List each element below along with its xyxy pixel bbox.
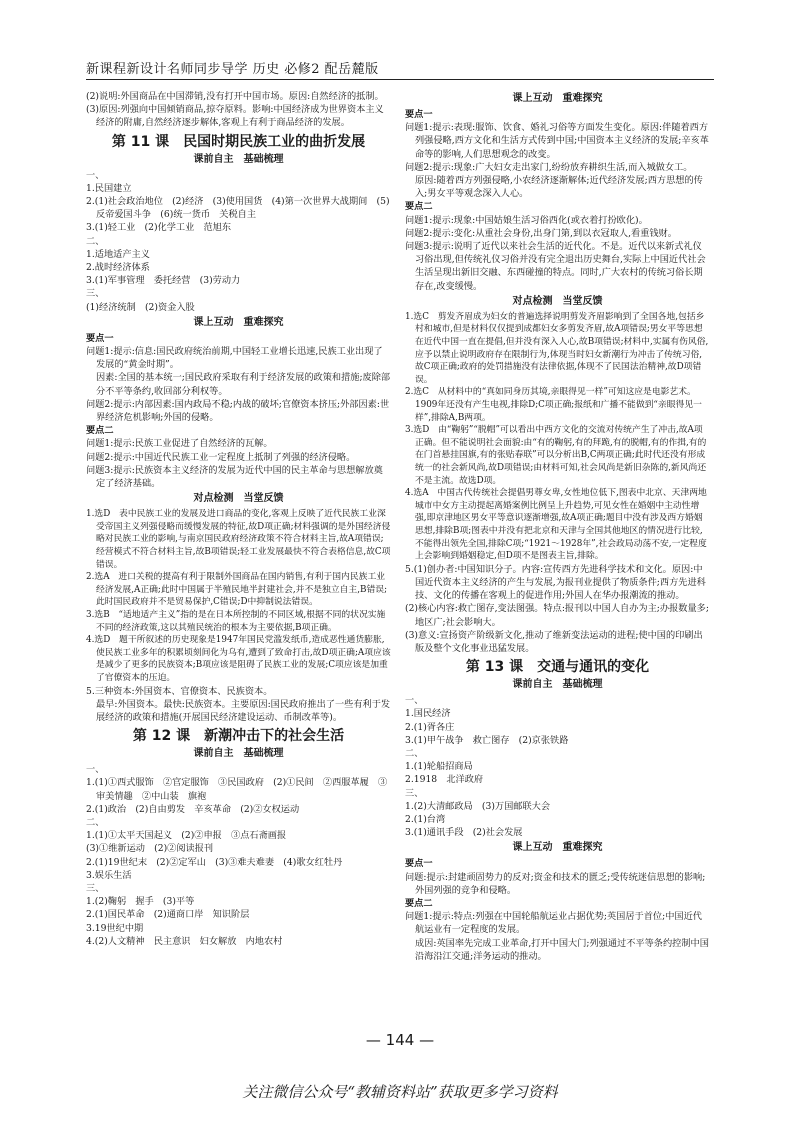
basics-line: 3.(1)军事管理 委托经营 (3)劳动力	[86, 275, 241, 287]
basics-line: 1.适地适产主义	[86, 248, 150, 260]
basics-line: 2.(1)社会政治地位 (2)经济 (3)使用国货 (4)第一次世界大战期间 (5)反帝爱国斗争 (6)统一货币 关税自主	[86, 196, 390, 221]
basics-line: 一、	[86, 764, 105, 776]
basics-line: 二、	[86, 817, 105, 829]
footer-note: 关注微信公众号“教辅资料站”获取更多学习资料	[242, 1083, 558, 1101]
basics-line: (3)①维新运动 (2)②阅读报刊	[86, 843, 214, 855]
mcq-answer: 2.选C 从材料中的“真如同身历其境,亲眼得见一样”可知这应是电影艺术。1909年还没有产生电视,排除D;C项正确;报纸和广播不能做到“亲眼得见一样”,排除A,B两项。	[405, 387, 702, 423]
basics-line: 3.(1)甲午战争 救亡图存 (2)京张铁路	[405, 734, 569, 746]
basics-line: 二、	[405, 747, 424, 759]
lesson-12-title: 第 12 课 新潮冲击下的社会生活	[132, 728, 345, 745]
section-heading-class: 课上互动 重难探究	[193, 316, 284, 328]
mcq-answer: 4.选D 题干所叙述的历史现象是1947年国民党滥发纸币,造成恶性通货膨胀,使民族工业多年的积累顷刻间化为乌有,遭到了致命打击,故D项正确;A项应该是减少了更多的民族资本;B项应该是阻碍了民族工业的发展;C项应该是加重了官僚资本的压迫。	[86, 635, 391, 683]
answer-paragraph: 问题1:提示:表现:服饰、饮食、婚礼习俗等方面发生变化。原因:伴随着西方列强侵略,西方文化和生活方式传到中国;中国资本主义经济的发展;辛亥革命等的影响,人们思想观念的改变。	[405, 122, 709, 160]
basics-line: 1.(2)大清邮政局 (3)万国邮联大会	[405, 800, 551, 812]
basics-line: 3.娱乐生活	[86, 869, 132, 881]
basics-line: 一、	[405, 695, 424, 707]
mcq-answer: 1.选D 表中民族工业的发展及进口商品的变化,客观上反映了近代民族工业深受帝国主义列强侵略而缓慢发展的特征,故D项正确;材料强调的是外国经济侵略对民族工业的影响,与南京国民政府经济政策不符合材料主旨,故A项错误;经营模式不符合材料主旨,故B项错误;轻工业发展最快不符合表格信息,故C项错误。	[86, 509, 391, 570]
point-heading: 要点二	[405, 201, 433, 213]
answer-paragraph: 问题1:提示:特点:列强在中国轮船航运业占据优势;英国居于首位;中国近代航运业有一定程度的发展。	[405, 911, 702, 936]
section-heading-pre: 课前自主 基础梳理	[193, 153, 284, 165]
answer-paragraph: 成因:英国率先完成工业革命,打开中国大门;列强通过不平等条约控制中国沿海沿江交通;洋务运动的推动。	[415, 937, 709, 962]
basics-line: 1.国民经济	[405, 708, 451, 720]
basics-line: (1)经济统制 (2)资金入股	[86, 301, 195, 313]
section-heading-class: 课上互动 重难探究	[512, 842, 603, 854]
mcq-answer: 3.选B “适地适产主义”指的是在日本所控制的不同区域,根据不同的状况实施不同的经济政策,这以其殖民统治的根本为主要依据,B项正确。	[86, 610, 386, 633]
basics-line: 2.战时经济体系	[86, 262, 150, 274]
section-heading-check: 对点检测 当堂反馈	[512, 295, 603, 307]
basics-line: 3.(1)轻工业 (2)化学工业 范旭东	[86, 222, 232, 234]
basics-line: 一、	[86, 169, 105, 181]
basics-line: 三、	[86, 288, 105, 300]
basics-line: 1.(1)轮船招商局	[405, 761, 473, 773]
answer-paragraph: 5.三种资本:外国资本、官僚资本、民族资本。	[86, 685, 273, 697]
running-header: 新课程新设计名师同步导学 历史 必修2 配岳麓版	[86, 62, 379, 77]
basics-line: 1.民国建立	[86, 182, 132, 194]
point-heading: 要点二	[405, 897, 433, 909]
basics-line: 2.(1)国民革命 (2)通商口岸 知识阶层	[86, 909, 250, 921]
basics-line: 2.(1)台湾	[405, 813, 446, 825]
section-heading-check: 对点检测 当堂反馈	[193, 493, 284, 505]
answer-paragraph: 问题2:提示:中国近代民族工业一定程度上抵制了列强的经济侵略。	[86, 451, 356, 463]
answer-paragraph: (3)意义:宣扬资产阶级新文化,推动了维新变法运动的进程;使中国的印刷出版及整个文化事业迅猛发展。	[405, 629, 703, 654]
answer-paragraph: 问题2:提示:内部因素:国内政局不稳;内战的破坏;官僚资本挤压;外部因素:世界经济危机影响;外国的侵略。	[86, 398, 390, 424]
basics-line: 3.19世纪中期	[86, 922, 144, 934]
section-heading-pre: 课前自主 基础梳理	[193, 748, 284, 760]
section-heading-class: 课上互动 重难探究	[512, 93, 603, 104]
answer-paragraph: 问题3:提示:民族资本主义经济的发展为近代中国的民主革命与思想解放奠定了经济基础。	[86, 464, 383, 490]
paragraph: (2)说明:外国商品在中国滞销,没有打开中国市场。原因:自然经济的抵制。	[86, 91, 384, 102]
point-heading: 要点二	[86, 425, 114, 437]
basics-line: 2.(1)19世纪末 (2)②定军山 (3)③难夫难妻 (4)歌女红牡丹	[86, 856, 343, 868]
mcq-answer: 3.选D 由“鞠躬”“脱帽”可以看出中西方文化的交流对传统产生了冲击,故A项正确。但不能说明社会面貌:由“有的鞠躬,有的拜跪,有的脱帽,有的作揖,有的在门首悬挂国旗,有的张贴春联”可以分析出B,C两项正确;此时代还没有形成统一的社会新风尚,故D项错误;由材料可知,社会风尚是新旧杂陈的,新风尚还不是主流。故选D项。	[405, 425, 707, 486]
page-number: — 144 —	[365, 1031, 435, 1049]
lesson-13-title: 第 13 课 交通与通讯的变化	[465, 659, 650, 676]
answer-paragraph: 原因:随着西方列强侵略,小农经济逐渐解体;近代经济发展;西方思想的传入;男女平等观念深入人心。	[415, 175, 703, 200]
basics-line: 1.(2)鞠躬 握手 (3)平等	[86, 896, 195, 908]
mcq-answer: 4.选A 中国古代传统社会提倡男尊女卑,女性地位低下,图表中北京、天津两地城市中女方主动提起离婚案例比例呈上升趋势,可见女性在婚姻中主动性增强,即京津地区男女平等意识逐渐增强,故A项正确;题目中没有涉及西方婚姻思想,排除B项;图表中并没有把北京和天津与全国其他地区的情况进行比较,不能得出领先全国,排除C项;“1921～1928年”,社会政局动荡不安,一定程度上会影响到婚姻稳定,但D项不是图表主旨,排除。	[405, 488, 707, 562]
lesson-11-title: 第 11 课 民国时期民族工业的曲折发展	[111, 133, 366, 150]
point-heading: 要点一	[405, 109, 433, 120]
answer-paragraph: (2)核心内容:救亡图存,变法图强。特点:报刊以中国人自办为主;办报数量多;地区广;社会影响大。	[405, 603, 709, 628]
basics-line: 1.(1)①太平天国起义 (2)②申报 ③点石斋画报	[86, 830, 287, 842]
basics-line: 2.(1)政治 (2)自由剪发 辛亥革命 (2)②女权运动	[86, 803, 300, 815]
basics-line: 3.(1)通讯手段 (2)社会发展	[405, 827, 523, 839]
answer-paragraph: 问题1:提示:民族工业促进了自然经济的瓦解。	[86, 438, 273, 450]
answer-paragraph: 问题2:提示:变化:从重社会身份,出身门第,到以衣冠取人,看重钱财。	[405, 227, 677, 239]
basics-line: 2.(1)胥各庄	[405, 721, 455, 733]
answer-paragraph: 问题1:提示:信息:国民政府统治前期,中国轻工业增长迅速,民族工业出现了发展的“黄金时期”。	[86, 346, 383, 371]
left-column	[86, 90, 391, 948]
point-heading: 要点一	[405, 858, 433, 870]
basics-line: 三、	[405, 787, 424, 799]
answer-paragraph: 5.(1)创办者:中国知识分子。内容:宣传西方先进科学技术和文化。原因:中国近代资本主义经济的产生与发展,为报刊业提供了物质条件;西方先进科技、文化的传播在客观上的促进作用;外国人在华办报潮流的推动。	[405, 563, 706, 602]
basics-line: 二、	[86, 235, 105, 247]
right-column	[405, 90, 710, 963]
basics-line: 4.(2)人文精神 民主意识 妇女解放 内地农村	[86, 935, 283, 947]
point-heading: 要点一	[86, 332, 114, 344]
basics-line: 三、	[86, 883, 105, 895]
mcq-answer: 2.选A 进口关税的提高有利于限制外国商品在国内销售,有利于国内民族工业经济发展,A正确;此时中国属于半殖民地半封建社会,并不是独立自主,B错误;此时国民政府并不是贸易保护,C错误;D中抑制说法错误。	[86, 572, 388, 608]
answer-paragraph: 问题:提示:封建顽固势力的反对;资金和技术的匮乏;受传统迷信思想的影响;外国列强的竞争和侵略。	[405, 871, 706, 896]
section-heading-pre: 课前自主 基础梳理	[512, 679, 603, 691]
mcq-answer: 1.选C 剪发齐眉成为妇女的普遍选择说明剪发齐眉影响到了全国各地,包括乡村和城市,但是材料仅仅提到成都妇女多剪发齐眉,故A项错误;男女平等思想在近代中国一直在提倡,但并没有深入人心,故B项错误;材料中,实属有伤风俗,应予以禁止说明政府存在限制行为,体现当时妇女新潮行为冲击了传统习俗,故C项正确;政府的处罚措施没有法律依据,体现不了民国法治精神,故D项错误。	[405, 311, 709, 385]
basics-line: 2.1918 北洋政府	[405, 774, 484, 786]
header-rule	[86, 79, 714, 80]
answer-paragraph: 因素:全国的基本统一;国民政府采取有利于经济发展的政策和措施;废除部分不平等条约,收回部分利权等。	[96, 372, 391, 397]
basics-line: 1.(1)①西式服饰 ②官定服饰 ③民国政府 (2)①民间 ②西服革履 ③审美情趣 ②中山装 旗袍	[86, 777, 388, 802]
answer-paragraph: 最早:外国资本。最快:民族资本。主要原因:国民政府推出了一些有利于发展经济的政策和措施(开展国民经济建设运动、币制改革等)。	[96, 698, 391, 723]
answer-paragraph: 问题1:提示:现象:中国姑娘生活习俗西化(或衣着打扮欧化)。	[405, 214, 648, 226]
answer-paragraph: 问题3:提示:说明了近代以来社会生活的近代化。不是。近代以来新式礼仪习俗出现,但传统礼仪习俗并没有完全退出历史舞台,实际上中国近代社会生活呈现出新旧交融、东西碰撞的特点。同时,广大农村的传统习俗长期存在,改变缓慢。	[405, 241, 706, 292]
paragraph: (3)原因:列强向中国倾销商品,掠夺原料。影响:中国经济成为世界资本主义经济的附庸,自然经济逐步解体,客观上有利于商品经济的发展。	[86, 104, 384, 129]
answer-paragraph: 问题2:提示:现象:广大妇女走出家门,纷纷放弃耕织生活,而入城做女工。	[405, 161, 693, 173]
